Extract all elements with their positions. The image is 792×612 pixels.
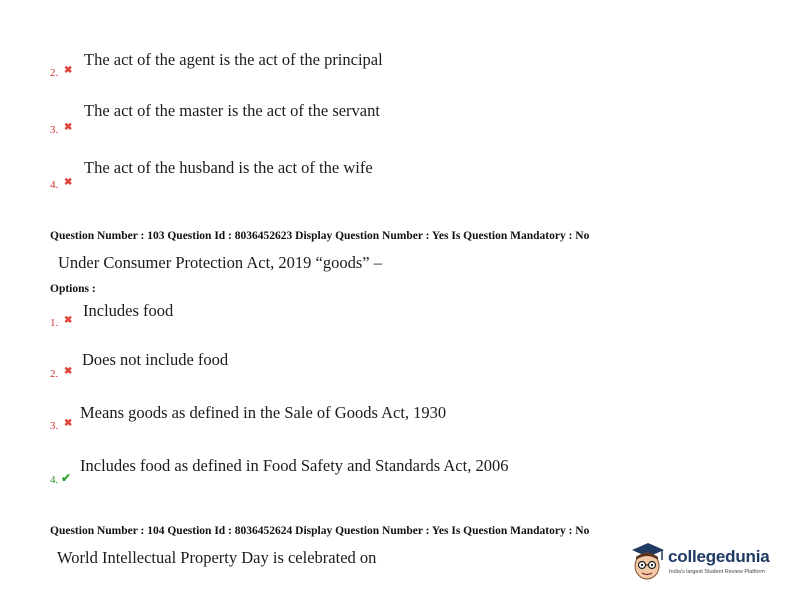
options-label: Options :: [50, 283, 96, 295]
wrong-mark-icon: ✖: [64, 122, 73, 133]
option-text: Includes food as defined in Food Safety and Standards Act, 2006: [80, 456, 509, 475]
question-header: Question Number : 103 Question Id : 8036452623 Display Question Number : Yes Is Question Mandatory : No: [50, 230, 590, 242]
option-text: Means goods as defined in the Sale of Goods Act, 1930: [80, 403, 447, 422]
question-text: World Intellectual Property Day is celebrated on: [57, 548, 377, 567]
logo-tagline: India's largest Student Review Platform: [669, 569, 765, 575]
option-number: 2.: [50, 67, 59, 79]
option-number: 3.: [50, 124, 59, 136]
question-text: Under Consumer Protection Act, 2019 “goods” –: [58, 253, 382, 272]
option-text: The act of the agent is the act of the principal: [84, 50, 383, 69]
check-mark-icon: ✔: [61, 471, 72, 485]
option-number: 2.: [50, 368, 59, 380]
option-text: The act of the master is the act of the servant: [84, 101, 380, 120]
wrong-mark-icon: ✖: [64, 177, 73, 188]
question-header: Question Number : 104 Question Id : 8036452624 Display Question Number : Yes Is Question Mandatory : No: [50, 525, 590, 537]
option-text: The act of the husband is the act of the wife: [84, 158, 373, 177]
option-text: Does not include food: [82, 350, 229, 369]
option-text: Includes food: [83, 301, 174, 320]
option-number: 4.: [50, 179, 59, 191]
wrong-mark-icon: ✖: [64, 366, 73, 377]
wrong-mark-icon: ✖: [64, 418, 73, 429]
option-number: 4.: [50, 474, 59, 486]
collegedunia-logo: [628, 540, 778, 590]
wrong-mark-icon: ✖: [64, 65, 73, 76]
option-number: 1.: [50, 317, 59, 329]
logo-wordmark: collegedunia: [668, 547, 770, 566]
student-mascot-icon: [628, 540, 666, 586]
wrong-mark-icon: ✖: [64, 315, 73, 326]
option-number: 3.: [50, 420, 59, 432]
